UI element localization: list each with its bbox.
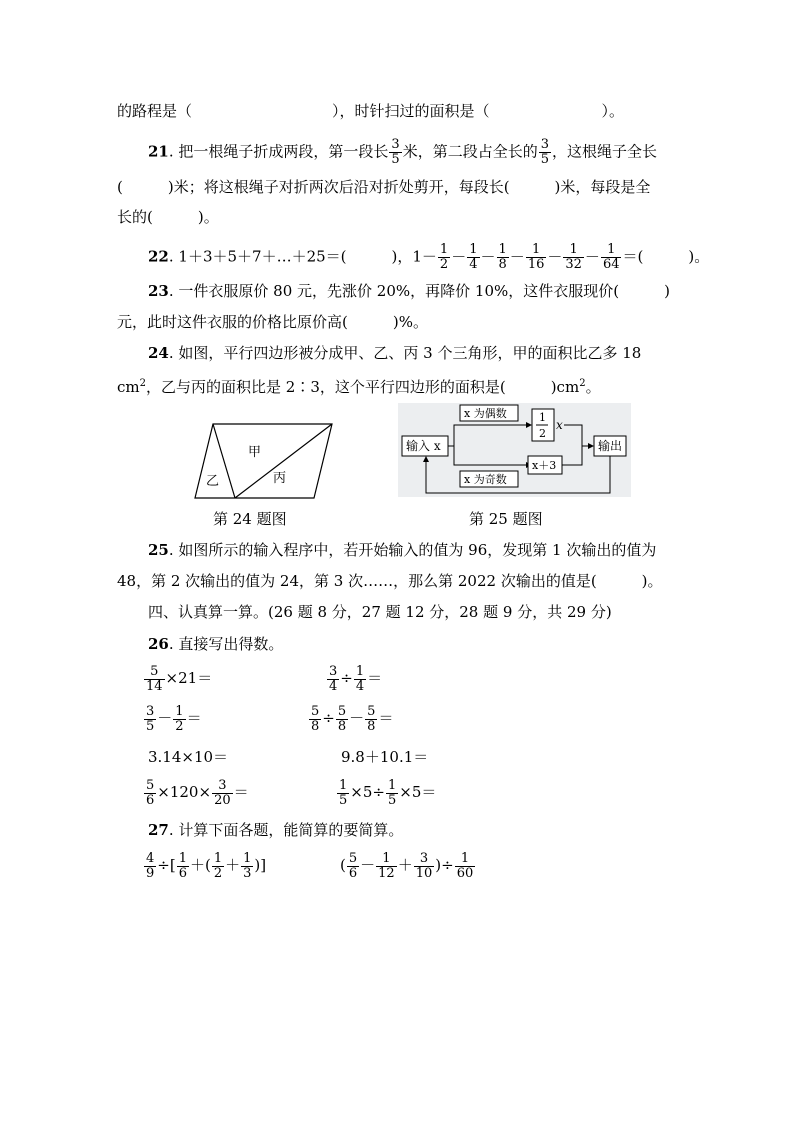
- label-yi: 乙: [206, 474, 220, 489]
- caption-fig25: 第 25 题图: [469, 510, 543, 528]
- q26-expr-3: $\frac{3}{5}$ － $\frac{1}{2}$ ＝: [146, 703, 202, 734]
- fraction-numerator: 3: [391, 137, 400, 152]
- q20-text-a: 的路程是（: [117, 102, 193, 120]
- q22-line: [148, 243, 709, 272]
- q25-text1: . 如图所示的输入程序中，若开始输入的值为 96，发现第 1 次输出的值为: [168, 541, 657, 559]
- q26-number: 26: [148, 635, 169, 653]
- q22-fraction: $\frac{1}{64}$: [602, 242, 620, 272]
- q22-fraction-series: [437, 242, 623, 272]
- q21-text2: 米，第二段占全长的: [402, 142, 538, 161]
- input-label: 输入 x: [406, 439, 441, 453]
- figure-25-flowchart: [398, 403, 631, 497]
- minus-sign: －: [584, 247, 600, 266]
- q26-expr-4: $\frac{5}{8}$ ÷ $\frac{5}{8}$ － $\frac{5}{8}$ ＝: [311, 703, 394, 734]
- q20-tail: [117, 101, 624, 121]
- q23-line2: 元，此时这件衣服的价格比原价高( )%。: [117, 313, 428, 331]
- q22-fraction: $\frac{1}{8}$: [498, 242, 507, 272]
- minus-sign: －: [509, 247, 525, 266]
- section4-heading: 四、认真算一算。(26 题 8 分，27 题 12 分，28 题 9 分，共 29 分): [148, 603, 612, 621]
- caption-fig24: 第 24 题图: [213, 510, 287, 528]
- q21-line1: [148, 138, 657, 167]
- label-bing: 丙: [273, 471, 287, 486]
- fraction-denominator: 5: [540, 152, 549, 167]
- minus-sign: －: [547, 247, 563, 266]
- q22-fraction: $\frac{1}{4}$: [469, 242, 478, 272]
- q27-expr-2: ( $\frac{5}{6}$ － $\frac{1}{12}$ ＋ $\frac{3}{10}$ )÷ $\frac{1}{60}$: [340, 850, 474, 881]
- q24-text3: 。: [585, 378, 601, 396]
- q22-fraction: $\frac{1}{32}$: [565, 242, 582, 272]
- q21-text3: ，这根绳子全长: [552, 142, 658, 161]
- minus-sign: －: [451, 247, 467, 266]
- q22-fraction: $\frac{1}{2}$: [439, 242, 449, 272]
- q23-line1: [148, 281, 670, 301]
- q24-superscript: 2: [139, 378, 146, 389]
- q24-text1: . 如图，平行四边形被分成甲、乙、丙 3 个三角形，甲的面积比乙多 18: [168, 344, 642, 362]
- output-label: 输出: [598, 439, 623, 453]
- odd-condition-label: x 为奇数: [464, 473, 507, 486]
- divider-line-2: [235, 424, 332, 498]
- q23-text1: . 一件衣服原价 80 元，先涨价 20%，再降价 10%，这件衣服现价( ): [168, 282, 670, 300]
- q27-number: 27: [148, 821, 169, 839]
- minus-sign: －: [480, 247, 496, 266]
- label-jia: 甲: [248, 445, 262, 460]
- q22-number: 22: [148, 247, 169, 266]
- q21-line3: 长的( )。: [117, 208, 219, 226]
- q21-text1: . 把一根绳子折成两段，第一段长: [168, 142, 389, 161]
- half-numerator: 1: [539, 411, 546, 424]
- q24-superscript-2: 2: [579, 378, 586, 389]
- q26-expr-6: 9.8＋10.1＝: [341, 748, 429, 766]
- q26-expr-1: $\frac{5}{14}$ ×21＝: [146, 663, 213, 694]
- even-condition-label: x 为偶数: [464, 407, 507, 420]
- q23-number: 23: [148, 282, 169, 300]
- half-x: x: [556, 418, 563, 432]
- figure-24-parallelogram: [193, 420, 335, 502]
- q27-text: . 计算下面各题，能简算的要简算。: [168, 821, 404, 839]
- q22-tail: ＝( )。: [622, 247, 710, 266]
- q27-expr-1: $\frac{4}{9}$ ÷[ $\frac{1}{6}$ ＋( $\frac{1}{2}$ ＋ $\frac{1}{3}$ )]: [146, 850, 267, 881]
- q25-line1: [148, 540, 656, 560]
- q25-line2: 48，第 2 次输出的值为 24，第 3 次……，那么第 2022 次输出的值是( )。: [117, 572, 663, 590]
- q21-number: 21: [148, 142, 169, 161]
- q26-text: . 直接写出得数。: [168, 635, 284, 653]
- half-denominator: 2: [539, 427, 546, 440]
- q21-fraction-2: [539, 138, 551, 167]
- q24-line1: [148, 343, 641, 363]
- q26-expr-8: $\frac{1}{5}$ ×5÷ $\frac{1}{5}$ ×5＝: [339, 777, 437, 808]
- q26-expr-2: $\frac{3}{4}$ ÷ $\frac{1}{4}$ ＝: [329, 663, 383, 694]
- q26-title: [148, 634, 283, 654]
- q26-expr-7: $\frac{5}{6}$ ×120× $\frac{3}{20}$ ＝: [146, 777, 249, 808]
- q24-text2: ，乙与丙的面积比是 2∶3，这个平行四边形的面积是( )cm: [146, 378, 580, 396]
- q20-text-b: ），时针扫过的面积是（: [332, 102, 490, 120]
- q22-fraction: $\frac{1}{16}$: [527, 242, 545, 272]
- q25-number: 25: [148, 541, 169, 559]
- q24-number: 24: [148, 344, 169, 362]
- q24-unit: cm: [117, 378, 140, 396]
- q22-text1: . 1＋3＋5＋7＋…＋25＝( )，1－: [168, 247, 437, 266]
- plus3-label: x＋3: [532, 459, 557, 472]
- fraction-numerator: 3: [540, 137, 549, 152]
- q26-expr-5: 3.14×10＝: [148, 748, 229, 766]
- q21-line2: ( )米；将这根绳子对折两次后沿对折处剪开，每段长( )米，每段是全: [117, 178, 651, 196]
- q24-line2: [117, 374, 601, 397]
- q21-fraction-1: [389, 138, 401, 167]
- q27-title: [148, 820, 403, 840]
- q20-text-c: ）。: [601, 102, 625, 120]
- fraction-denominator: 5: [391, 152, 400, 167]
